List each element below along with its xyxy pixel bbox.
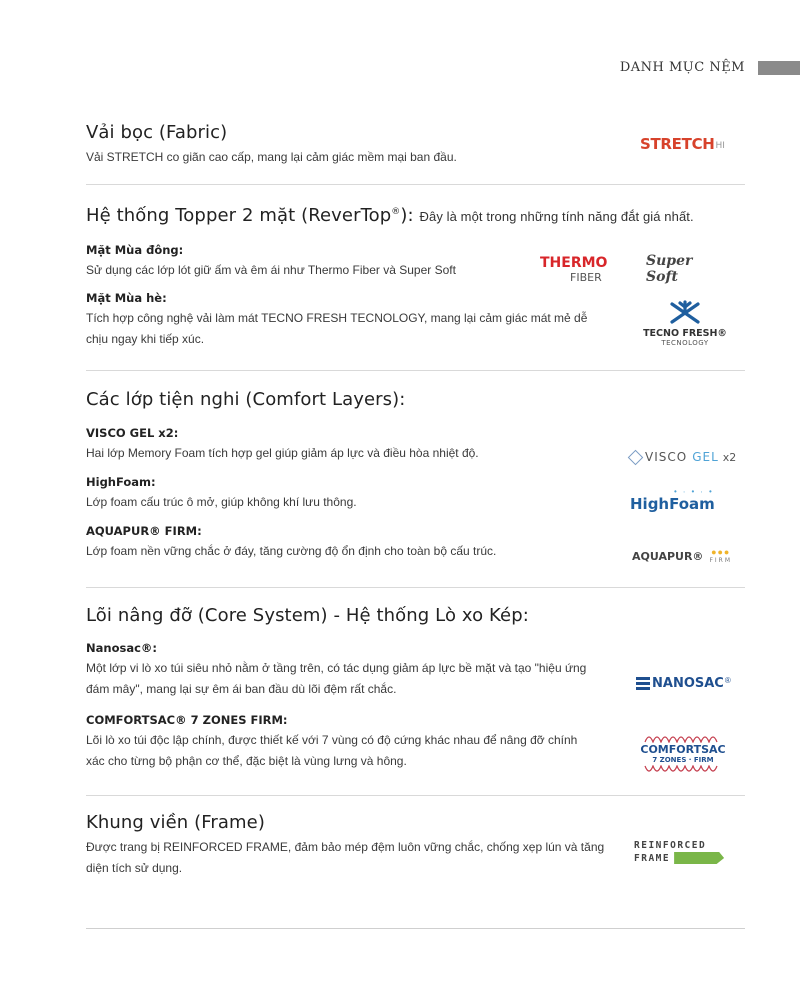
summer-side-description: Tích hợp công nghệ vải làm mát TECNO FRESH TECNOLOGY, mang lại cảm giác mát mẻ dễ chịu ngay khi tiếp xúc. (86, 311, 588, 346)
dots-icon: ●●● (711, 547, 731, 557)
section-title: Lõi nâng đỡ (Core System) - Hệ thống Lò xo Kép: (86, 605, 529, 626)
section-frame (86, 812, 606, 879)
stretch-logo-text: STRETCH (640, 135, 715, 153)
reinforced-logo-bottom: FRAME (634, 852, 671, 864)
section-core-system (86, 605, 745, 626)
section-title: Các lớp tiện nghi (Comfort Layers): (86, 389, 406, 410)
aquapur-logo-text: AQUAPUR® (632, 549, 704, 563)
thermo-logo-bottom: FIBER (570, 271, 602, 284)
topper-summer-block (86, 291, 606, 350)
spring-wave-icon (643, 765, 723, 777)
footer-divider (86, 928, 745, 929)
winter-side-description: Sử dụng các lớp lót giữ ấm và êm ái như Thermo Fiber và Super Soft (86, 263, 456, 277)
comfort-item-label: AQUAPUR® FIRM: (86, 524, 202, 538)
section-divider (86, 587, 745, 588)
comfortsac-logo-text: COMFORTSAC (640, 743, 726, 756)
super-soft-logo (646, 254, 726, 284)
section-title-end: ): (400, 205, 414, 226)
gem-icon (628, 449, 644, 465)
comfort-item (86, 524, 606, 562)
nanosac-logo (636, 672, 746, 694)
aquapur-logo-sub: FIRM (709, 557, 733, 564)
section-divider (86, 795, 745, 796)
registered-icon: ® (724, 675, 731, 685)
section-divider (86, 370, 745, 371)
section-title (86, 205, 745, 226)
header-accent-bar (758, 61, 800, 75)
section-inline-description: Đây là một trong những tính năng đắt giá nhất. (419, 209, 694, 224)
section-divider (86, 184, 745, 185)
section-title-text: Hệ thống Topper 2 mặt (ReverTop (86, 205, 392, 226)
comfort-item-label: HighFoam: (86, 475, 156, 489)
comfort-item (86, 475, 606, 513)
spring-wave-icon (643, 731, 723, 743)
core-item-label: Nanosac®: (86, 641, 157, 655)
thermo-logo-top: THERMO (540, 255, 608, 271)
core-item-description: Một lớp vi lò xo túi siêu nhỏ nằm ở tầng trên, có tác dụng giảm áp lực bề mặt và tạo "hiệu ứng đám mây", mang lại sự êm ái ban đầu dù lõi đệm rất chắc. (86, 661, 587, 696)
topper-winter-block (86, 243, 606, 281)
reinforced-logo-top: REINFORCED (634, 840, 707, 851)
thermo-fiber-logo (540, 254, 624, 286)
comfortsac-logo-sub: 7 ZONES · FIRM (652, 756, 714, 764)
comfort-item-label: VISCO GEL x2: (86, 426, 179, 440)
tecno-fresh-logo-top: TECNO FRESH® (643, 327, 727, 339)
comfort-item (86, 426, 606, 464)
gel-logo-text: GEL (692, 450, 719, 464)
registered-mark: ® (391, 207, 401, 217)
snowflake-icon (666, 300, 704, 326)
super-soft-logo-text: Super Soft (646, 253, 693, 285)
comfort-item-description: Lớp foam cấu trúc ô mở, giúp không khí lưu thông. (86, 495, 357, 509)
section-description: Được trang bị REINFORCED FRAME, đảm bảo mép đệm luôn vững chắc, chống xẹp lún và tăng diện tích sử dụng. (86, 840, 605, 875)
winter-side-label: Mặt Mùa đông: (86, 243, 184, 257)
highfoam-logo (630, 486, 720, 522)
section-title: Khung viền (Frame) (86, 812, 265, 833)
green-bar-icon (674, 852, 724, 864)
bubbles-icon: • ∙ • ∙ • (674, 486, 714, 496)
tecno-fresh-logo-bottom: TECNOLOGY (661, 338, 709, 347)
tecno-fresh-logo (640, 296, 730, 350)
summer-side-label: Mặt Mùa hè: (86, 291, 167, 305)
x2-logo-text: x2 (722, 450, 737, 464)
core-item-description: Lõi lò xo túi độc lập chính, được thiết kế với 7 vùng có độ cứng khác nhau để nâng đỡ chính xác cho từng bộ phận cơ thể, đặc biệt là vùng lưng và hông. (86, 733, 578, 768)
stretch-logo-sub: HI (715, 141, 725, 151)
visco-logo-text: VISCO (645, 450, 688, 464)
reinforced-frame-logo (634, 838, 742, 866)
section-comfort-layers (86, 389, 745, 410)
page-header-title: DANH MỤC NỆM (619, 60, 745, 75)
core-item (86, 641, 594, 700)
aquapur-logo (632, 542, 742, 570)
section-description: Vải STRETCH co giãn cao cấp, mang lại cảm giác mềm mại ban đầu. (86, 150, 457, 164)
comfortsac-logo (636, 726, 730, 782)
visco-gel-logo (630, 446, 742, 468)
comfort-item-description: Lớp foam nền vững chắc ở đáy, tăng cường độ ổn định cho toàn bộ cấu trúc. (86, 544, 497, 558)
comfort-item-description: Hai lớp Memory Foam tích hợp gel giúp giảm áp lực và điều hòa nhiệt độ. (86, 446, 479, 460)
core-item (86, 713, 594, 772)
highfoam-logo-text: HighFoam (630, 494, 715, 513)
stretch-logo (640, 130, 740, 158)
nanosac-logo-text: NANOSAC (652, 675, 724, 691)
core-item-label: COMFORTSAC® 7 ZONES FIRM: (86, 713, 288, 727)
nanosac-mark-icon (636, 677, 650, 690)
section-title: Vải bọc (Fabric) (86, 122, 228, 143)
section-topper (86, 205, 745, 226)
